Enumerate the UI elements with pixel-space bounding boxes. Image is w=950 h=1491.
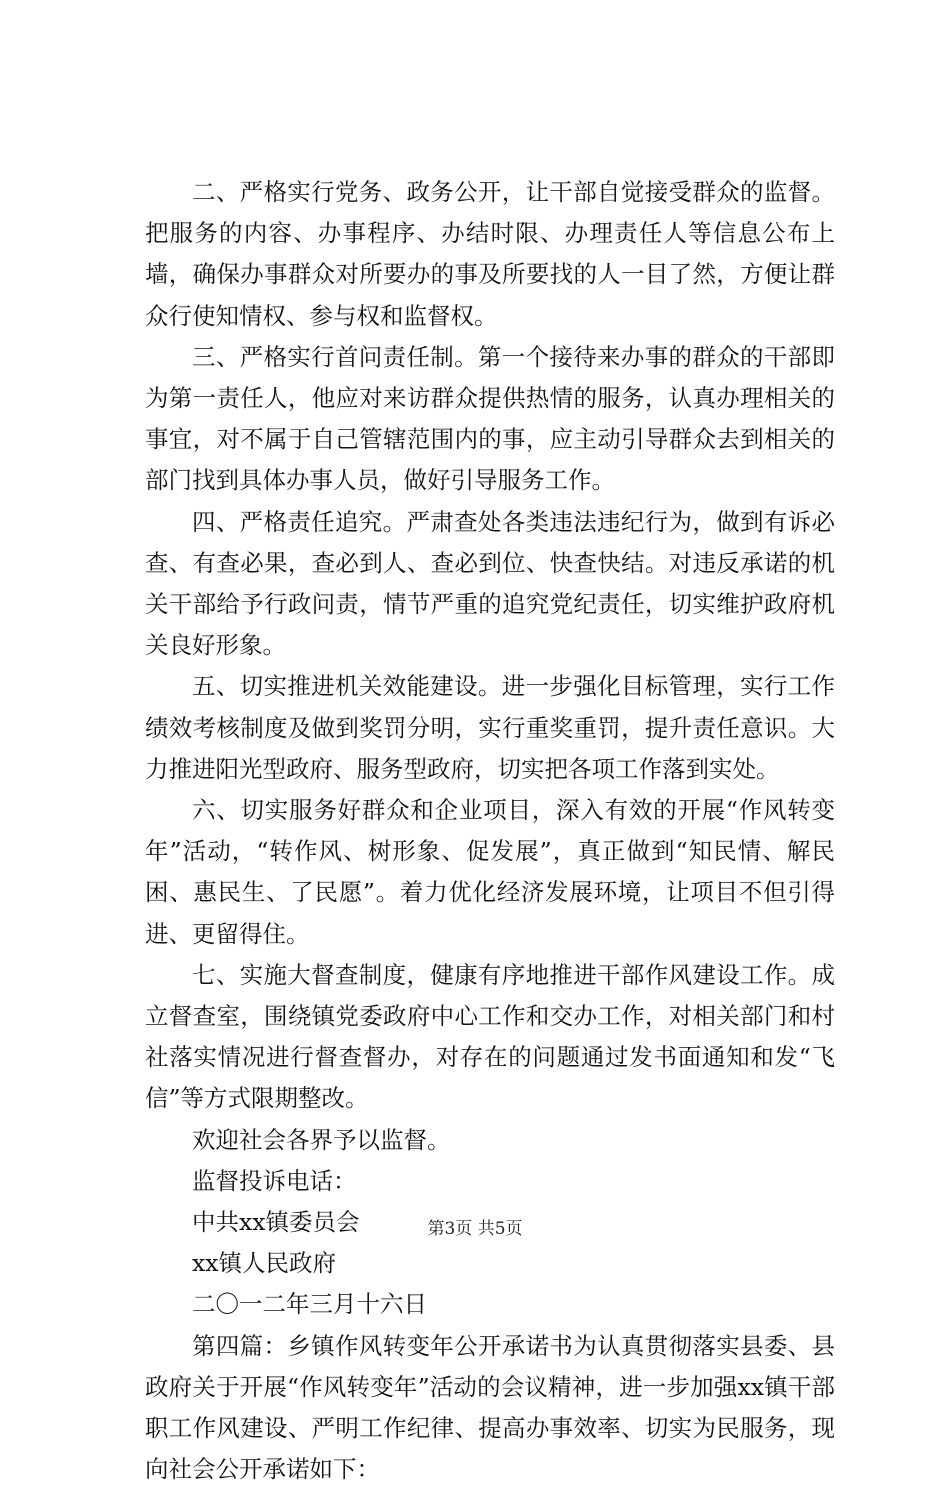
page-footer: 第3页 共5页 <box>427 1219 523 1239</box>
document-body <box>145 172 835 1491</box>
paragraph-chapter-four: 第四篇：乡镇作风转变年公开承诺书为认真贯彻落实县委、县政府关于开展“作风转变年”活动的会议精神，进一步加强xx镇干部职工作风建设、严明工作纪律、提高办事效率、切实为民服务，现向社会公开承诺如下： <box>145 1331 835 1484</box>
paragraph-publicity: 二、严格实行党务、政务公开，让干部自觉接受群众的监督。把服务的内容、办事程序、办结时限、办理责任人等信息公布上墙，确保办事群众对所要办的事及所要找的人一目了然，方便让群众行使知情权、参与权和监督权。 <box>145 178 835 330</box>
paragraph-supervision: 七、实施大督查制度，健康有序地推进干部作风建设工作。成立督查室，围绕镇党委政府中心工作和交办工作，对相关部门和村社落实情况进行督查督办，对存在的问题通过发书面通知和发“飞信”等方式限期整改。 <box>145 960 835 1113</box>
paragraph-phone: 监督投诉电话： <box>192 1166 357 1195</box>
signature-government: xx镇人民政府 <box>192 1249 337 1278</box>
paragraph-service: 六、切实服务好群众和企业项目，深入有效的开展“作风转变年”活动，“转作风、树形象、促发展”，真正做到“知民情、解民困、惠民生、了民愿”。着力优化经济发展环境，让项目不但引得进、更留得住。 <box>145 796 835 948</box>
paragraph-efficiency: 五、切实推进机关效能建设。进一步强化目标管理，实行工作绩效考核制度及做到奖罚分明，实行重奖重罚，提升责任意识。大力推进阳光型政府、服务型政府，切实把各项工作落到实处。 <box>145 672 835 783</box>
paragraph-first-responsibility: 三、严格实行首问责任制。第一个接待来办事的群众的干部即为第一责任人，他应对来访群众提供热情的服务，认真办理相关的事宜，对不属于自己管辖范围内的事，应主动引导群众去到相关的部门找到具体办事人员，做好引导服务工作。 <box>145 342 835 495</box>
signature-committee: 中共xx镇委员会 <box>192 1208 360 1237</box>
signature-date: 二〇一二年三月十六日 <box>192 1290 427 1319</box>
paragraph-accountability: 四、严格责任追究。严肃查处各类违法违纪行为，做到有诉必查、有查必果，查必到人、查必到位、快查快结。对违反承诺的机关干部给予行政问责，情节严重的追究党纪责任，切实维护政府机关良好形象。 <box>145 507 835 660</box>
paragraph-welcome: 欢迎社会各界予以监督。 <box>192 1125 451 1154</box>
